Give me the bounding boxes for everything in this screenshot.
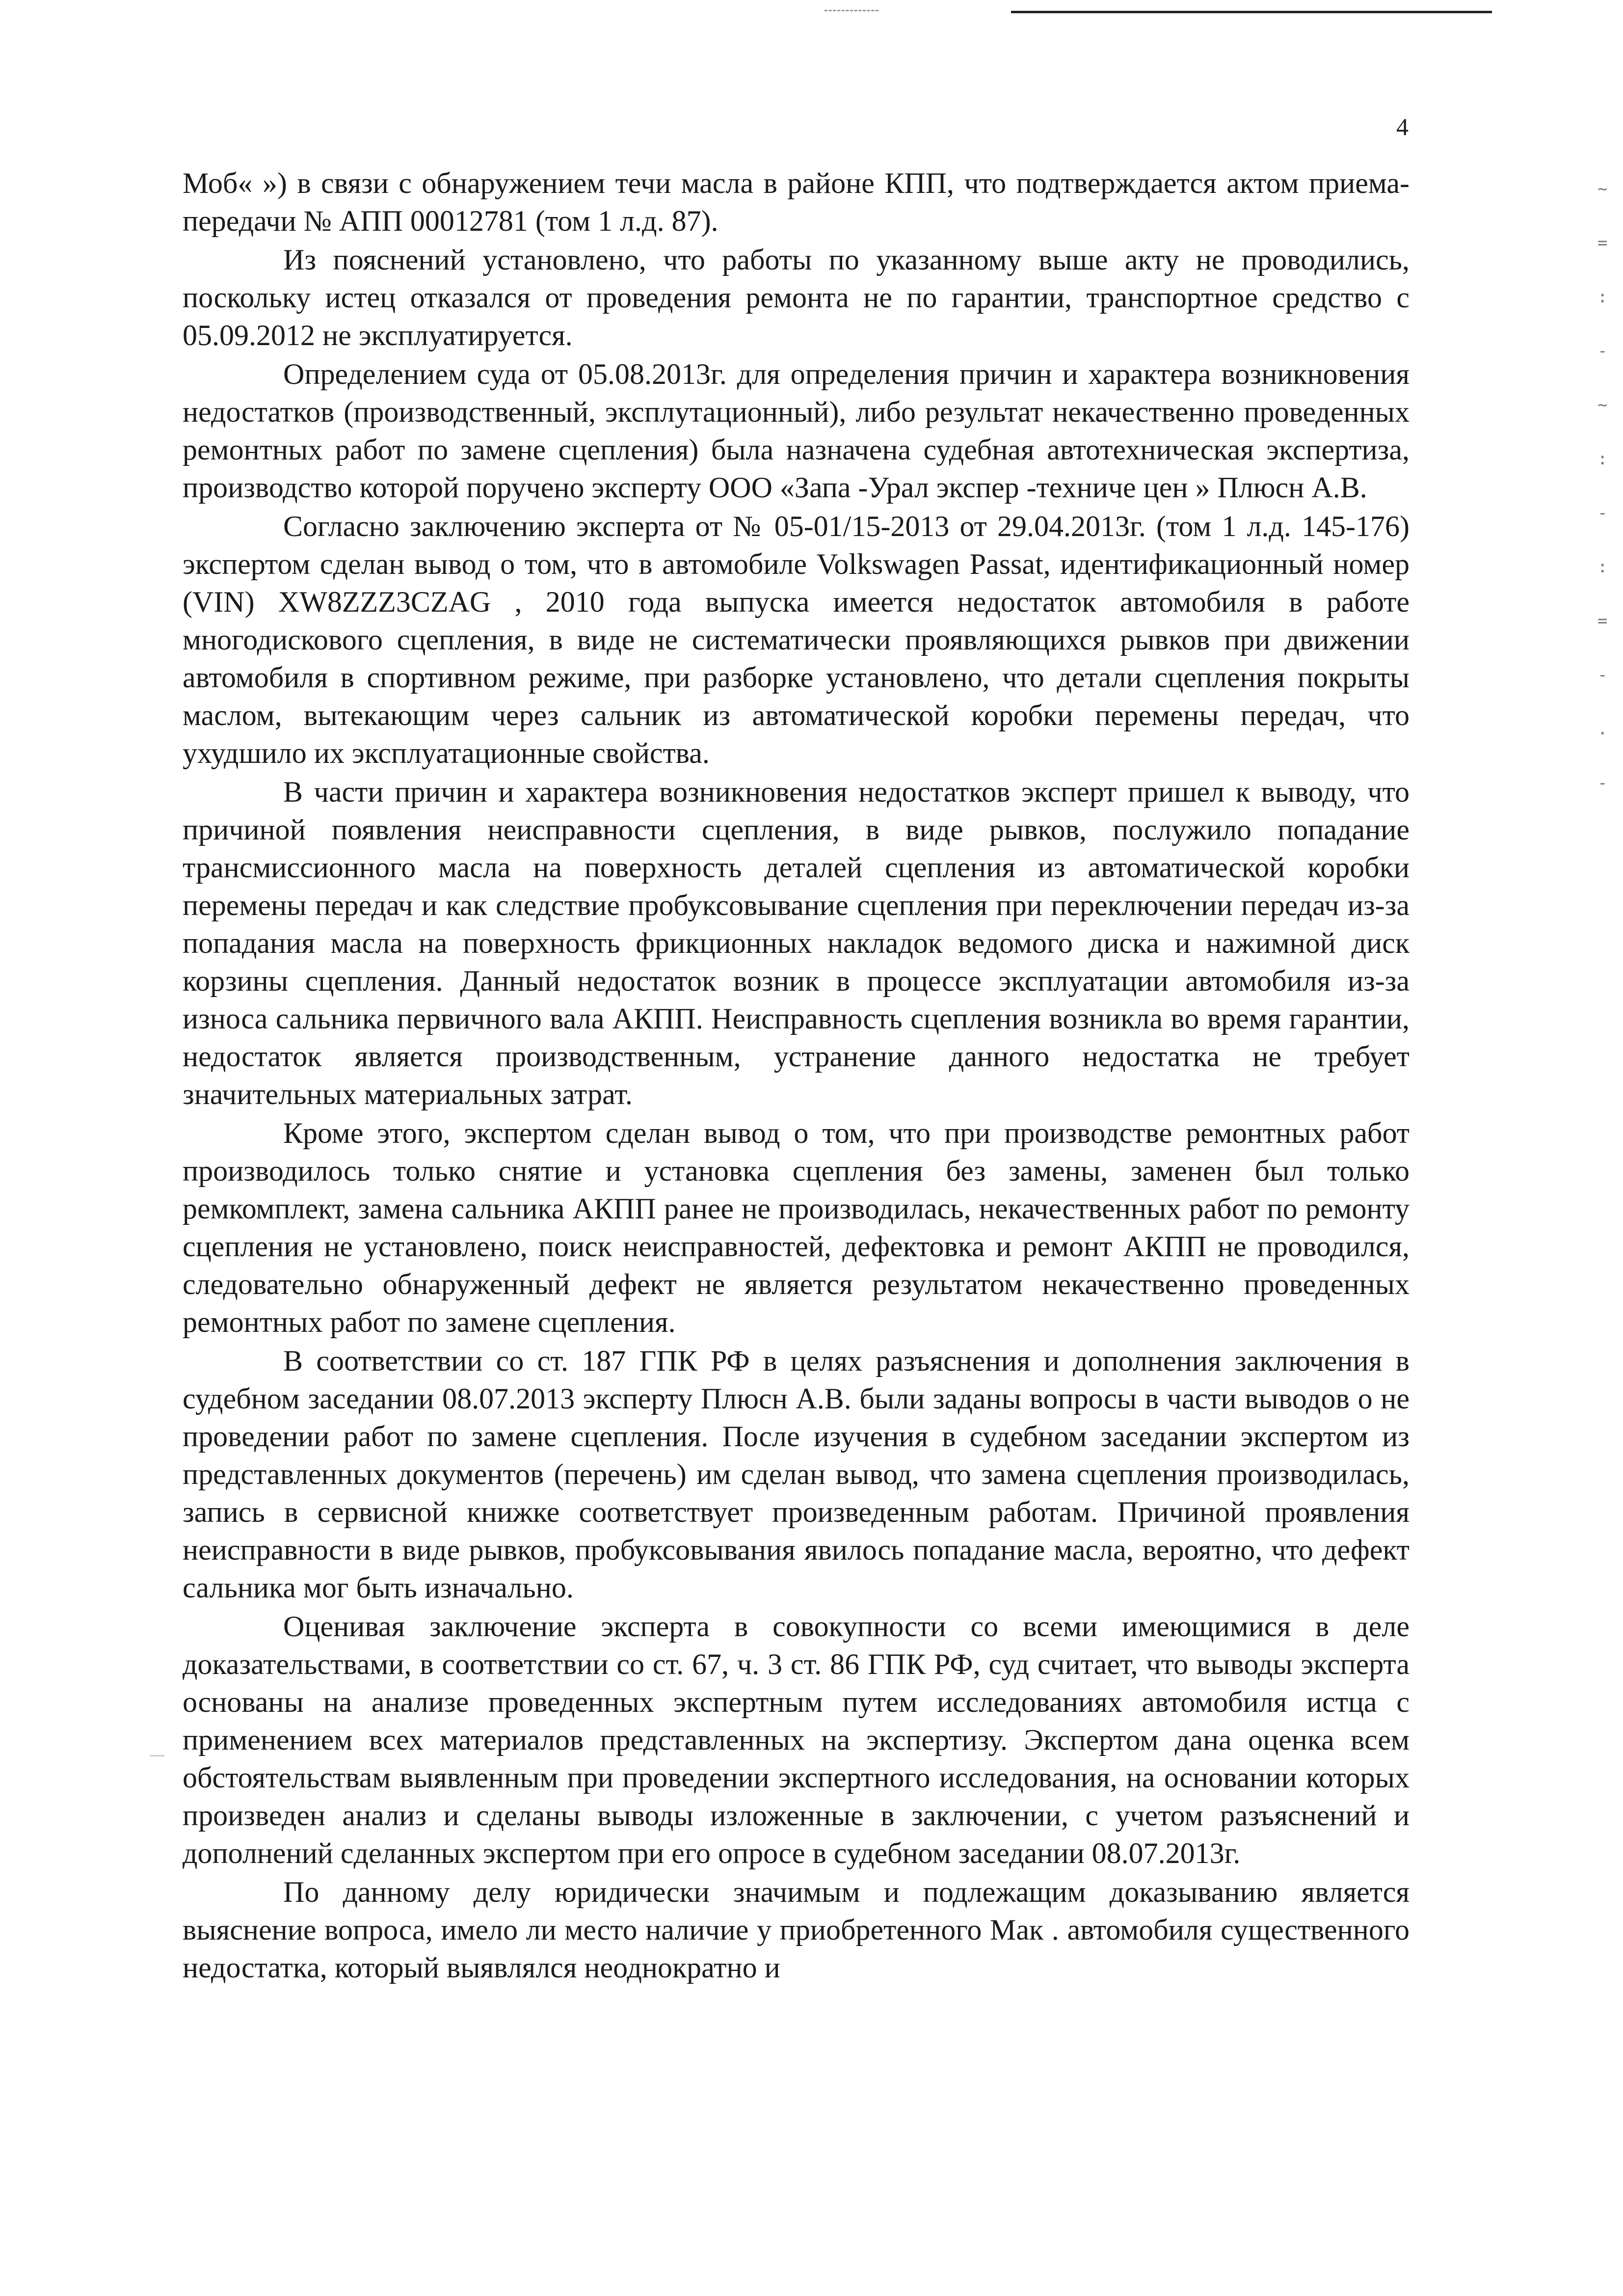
paragraph-8: Оценивая заключение эксперта в совокупности со всеми имеющимися в деле доказательствами, в соответствии со ст. 67, ч. 3 ст. 86 ГПК РФ, суд считает, что выводы эксперта основаны на анализе проведенных экспертным путем исследованиях автомобиля истца с применением всех материалов представленных на экспертизу. Экспертом дана оценка всем обстоятельствам выявленным при проведении экспертного исследования, на основании которых произведен анализ и сделаны выводы изложенные в заключении, с учетом разъяснений и дополнений сделанных экспертом при его опросе в судебном заседании 08.07.2013г.: [183, 1610, 1410, 1869]
document-body: [183, 164, 1410, 1988]
scan-edge-bleedthrough: ~ = : - ~ : - : = - . -: [1597, 179, 1608, 793]
paragraph-1: Моб« ») в связи с обнаружением течи масла в районе КПП, что подтверждается актом приема-передачи № АПП 00012781 (том 1 л.д. 87).: [183, 167, 1410, 237]
paragraph-7: В соответствии со ст. 187 ГПК РФ в целях разъяснения и дополнения заключения в судебном заседании 08.07.2013 эксперту Плюсн А.В. были заданы вопросы в части выводов о не проведении работ по замене сцепления. После изучения в судебном заседании экспертом из представленных документов (перечень) им сделан вывод, что замена сцепления производилась, запись в сервисной книжке соответствует произведенным работам. Причиной проявления неисправности в виде рывков, пробуксовывания явилось попадание масла, вероятно, что дефект сальника мог быть изначально.: [183, 1345, 1410, 1604]
paragraph-4: Согласно заключению эксперта от № 05-01/15-2013 от 29.04.2013г. (том 1 л.д. 145-176) экспертом сделан вывод о том, что в автомобиле Volkswagen Passat, идентификационный номер (VIN) XW8ZZZ3CZAG , 2010 года выпуска имеется недостаток автомобиля в работе многодискового сцепления, в виде не систематически проявляющихся рывков при движении автомобиля в спортивном режиме, при разборке установлено, что детали сцепления покрыты маслом, вытекающим через сальник из автоматической коробки перемены передач, что ухудшило их эксплуатационные свойства.: [183, 510, 1410, 769]
scan-speck: [150, 1755, 164, 1756]
paragraph-5: В части причин и характера возникновения недостатков эксперт пришел к выводу, что причиной появления неисправности сцепления, в виде рывков, послужило попадание трансмиссионного масла на поверхность деталей сцепления из автоматической коробки перемены передач и как следствие пробуксовывание сцепления при переключении передач из-за попадания масла на поверхность фрикционных накладок ведомого диска и нажимной диск корзины сцепления. Данный недостаток возник в процессе эксплуатации автомобиля из-за износа сальника первичного вала АКПП. Неисправность сцепления возникла во время гарантии, недостаток является производственным, устранение данного недостатка не требует значительных материальных затрат.: [183, 776, 1410, 1110]
paragraph-3: Определением суда от 05.08.2013г. для определения причин и характера возникновения недостатков (производственный, эксплутационный), либо результат некачественно проведенных ремонтных работ по замене сцепления) была назначена судебная автотехническая экспертиза, производство которой поручено эксперту ООО «Запа -Урал экспер -техниче цен » Плюсн А.В.: [183, 358, 1410, 504]
paragraph-2: Из пояснений установлено, что работы по указанному выше акту не проводились, поскольку истец отказался от проведения ремонта не по гарантии, транспортное средство с 05.09.2012 не эксплуатируется.: [183, 243, 1410, 351]
page-number: 4: [1396, 113, 1409, 140]
scan-artifact-dashes: [825, 10, 878, 13]
scan-artifact-rule: [1011, 11, 1492, 13]
paragraph-9: По данному делу юридически значимым и подлежащим доказыванию является выяснение вопроса, имело ли место наличие у приобретенного Мак . автомобиля существенного недостатка, который выявлялся неоднократно и: [183, 1876, 1410, 1984]
paragraph-6: Кроме этого, экспертом сделан вывод о том, что при производстве ремонтных работ производилось только снятие и установка сцепления без замены, заменен был только ремкомплект, замена сальника АКПП ранее не производилась, некачественных работ по ремонту сцепления не установлено, поиск неисправностей, дефектовка и ремонт АКПП не проводился, следовательно обнаруженный дефект не является результатом некачественно проведенных ремонтных работ по замене сцепления.: [183, 1117, 1410, 1338]
